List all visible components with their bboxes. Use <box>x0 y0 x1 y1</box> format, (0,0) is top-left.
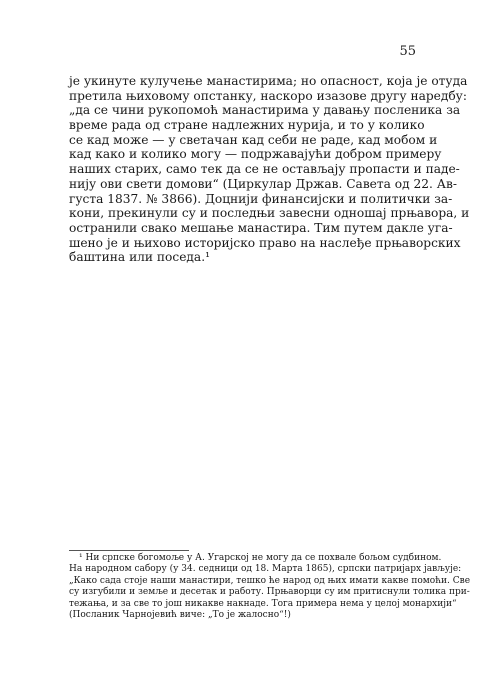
footnote-line: тежања, и за све то још никакве накнаде. Тога примера нема у целој монархији“ <box>69 598 457 609</box>
footnote-divider <box>69 550 189 551</box>
body-line: нију ови свети домови“ (Циркулар Држав. Савета од 22. Ав- <box>69 176 457 191</box>
body-line: се кад може — у светачан кад себи не раде, кад мобом и <box>69 132 438 147</box>
body-line: је укинуте кулучење манастирима; но опасност, која је отуда <box>69 74 468 88</box>
footnote-line: На народном сабору (у 34. седници од 18. Марта 1865), српски патријарх јављује: <box>69 564 462 575</box>
body-text <box>69 74 470 265</box>
footnote-line: (Посланик Чарнојевић виче: „То је жалосно“!) <box>69 609 291 620</box>
footnote-line: ¹ Ни српске богомоље у А. Угарској не могу да се похвале бољом судбином. <box>79 553 442 563</box>
page-number: 55 <box>399 44 416 59</box>
footnote-line: „Како сада стоје наши манастири, тешко ће народ од њих имати какве помоћи. Све <box>69 575 471 586</box>
body-line: претила њиховому опстанку, наскоро изазове другу наредбу: <box>69 88 467 103</box>
body-line: шено је и њихово историјско право на наслеђе прњаворских <box>69 235 461 250</box>
footnotes <box>69 553 471 621</box>
footnote-line: су изгубили и земље и десетак и работу. Прњаворци су им притиснули толика при- <box>69 587 470 598</box>
body-line: „да се чини рукопомоћ манастирима у давању посленика за <box>69 103 461 118</box>
body-line: наших старих, само тек да се не остављају пропасти и паде- <box>69 162 460 177</box>
body-line: кони, прекинули су и последњи завесни одношај прњавора, и <box>69 206 470 221</box>
body-line: остранили свако мешање манастира. Тим путем дакле уга- <box>69 220 453 235</box>
body-line: кад како и колико могу — подржавајући добром примеру <box>69 147 442 162</box>
body-line: густа 1837. № 3866). Доцнији финансијски и политички за- <box>69 191 453 206</box>
body-line: време рада од стране надлежних нурија, и то у колико <box>69 118 425 133</box>
body-line: баштина или поседа.¹ <box>69 250 210 265</box>
